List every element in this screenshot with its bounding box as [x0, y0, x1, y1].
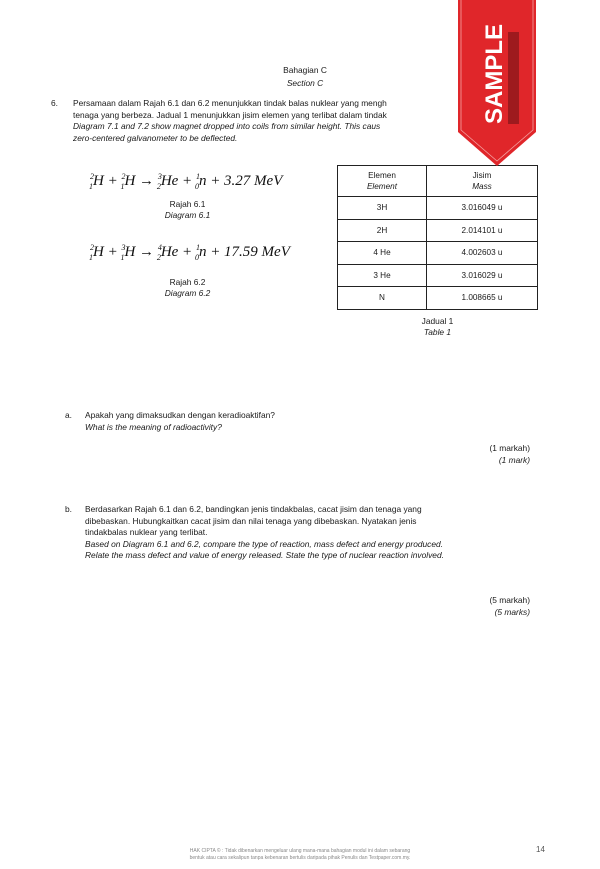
- part-b-letter: b.: [65, 504, 72, 514]
- diagram-6-1-label: Rajah 6.1: [169, 199, 206, 209]
- diagram-6-2-caption: [140, 277, 235, 299]
- question-number: 6.: [51, 98, 58, 108]
- table-row: [338, 197, 538, 220]
- mass-table: [337, 165, 538, 310]
- table-row: [338, 242, 538, 265]
- diagram-6-2-label-en: Diagram 6.2: [164, 288, 211, 298]
- element-cell: 2H: [338, 219, 427, 242]
- part-a-marks: [430, 442, 530, 466]
- sample-watermark: [458, 0, 536, 166]
- part-a-text: Apakah yang dimaksudkan dengan keradioaktifan?: [85, 410, 275, 420]
- part-b-line-2: dibebaskan. Hubungkaitkan cacat jisim dan nilai tenaga yang dibebaskan. Nyatakan jenis: [85, 515, 417, 526]
- header-mass-label: Jisim: [472, 171, 492, 180]
- header-mass-label-en: Mass: [472, 182, 492, 191]
- section-title: Bahagian C: [283, 65, 327, 75]
- table-caption-label-en: Table 1: [423, 327, 452, 337]
- diagram-6-1-label-en: Diagram 6.1: [164, 210, 211, 220]
- part-b-marks: [430, 594, 530, 618]
- header-element-label-en: Element: [366, 182, 398, 191]
- part-a-letter: a.: [65, 410, 72, 420]
- part-b-line-5: Relate the mass defect and value of energy released. State the type of nuclear reaction involved.: [85, 550, 444, 560]
- part-a-marks-ms: (1 markah): [489, 443, 530, 453]
- question-line-4: zero-centered galvanometer to be deflected.: [73, 132, 238, 143]
- header-element: [338, 166, 427, 197]
- diagram-6-2-label: Rajah 6.2: [169, 277, 206, 287]
- equation-6-2: $^2_1$H + $^3_1$H → $^4_2$He + $^1_0$n + 17.59 MeV: [89, 243, 290, 262]
- mass-cell: 4.002603 u: [427, 242, 538, 265]
- energy-6-2: + 17.59 MeV: [210, 244, 290, 260]
- mass-cell: 3.016029 u: [427, 264, 538, 287]
- copyright-line-1: HAK CIPTA © : Tidak dibenarkan mengeluar ulang mana-mana bahagian modul ini dalam sebarang: [189, 848, 411, 854]
- element-cell: 3 He: [338, 264, 427, 287]
- table-row: [338, 287, 538, 310]
- copyright-footer: [130, 848, 470, 862]
- table-row: [338, 264, 538, 287]
- part-b-line-4: Based on Diagram 6.1 and 6.2, compare the type of reaction, mass defect and energy produced.: [85, 538, 444, 549]
- sample-ribbon-icon: [458, 0, 536, 166]
- mass-cell: 1.008665 u: [427, 287, 538, 310]
- table-caption: [395, 316, 480, 338]
- page-number: 14: [536, 845, 545, 854]
- part-b-marks-en: (5 marks): [494, 607, 530, 617]
- header-mass: [427, 166, 538, 197]
- diagram-6-1-caption: [140, 199, 235, 221]
- table-caption-label: Jadual 1: [421, 316, 454, 326]
- question-intro: [73, 98, 463, 144]
- question-line-1: Persamaan dalam Rajah 6.1 dan 6.2 menunjukkan tindak balas nuklear yang mengh: [73, 98, 387, 108]
- part-a-text-en: What is the meaning of radioactivity?: [85, 421, 222, 432]
- part-b-line-1: Berdasarkan Rajah 6.1 dan 6.2, bandingkan jenis tindakbalas, cacat jisim dan tenaga yang: [85, 504, 422, 514]
- part-b-question: [85, 504, 555, 562]
- table-row: [338, 219, 538, 242]
- header-element-label: Elemen: [368, 171, 396, 180]
- part-a-question: [85, 410, 485, 433]
- section-heading: [250, 65, 360, 88]
- part-b-marks-ms: (5 markah): [489, 595, 530, 605]
- table-header-row: [338, 166, 538, 197]
- mass-cell: 3.016049 u: [427, 197, 538, 220]
- copyright-line-2: bentuk atau cara sekalipun tanpa kebenaran bertulis daripada pihak Penulis dan Testpaper.com.my.: [189, 855, 411, 861]
- equation-6-1: $^2_1$H + $^2_1$H → $^3_2$He + $^1_0$n + 3.27 MeV: [89, 172, 283, 191]
- section-title-en: Section C: [286, 78, 324, 88]
- element-cell: 4 He: [338, 242, 427, 265]
- sample-text: SAMPLE: [481, 23, 508, 124]
- part-b-line-3: tindakbalas nuklear yang terlibat.: [85, 527, 208, 537]
- part-a-marks-en: (1 mark): [498, 455, 530, 465]
- element-cell: N: [338, 287, 427, 310]
- question-line-3: Diagram 7.1 and 7.2 show magnet dropped into coils from similar height. This caus: [73, 121, 381, 131]
- energy-6-1: + 3.27 MeV: [210, 173, 283, 189]
- question-line-2: tenaga yang berbeza. Jadual 1 menunjukkan jisim elemen yang terlibat dalam tindak: [73, 109, 387, 120]
- element-cell: 3H: [338, 197, 427, 220]
- mass-cell: 2.014101 u: [427, 219, 538, 242]
